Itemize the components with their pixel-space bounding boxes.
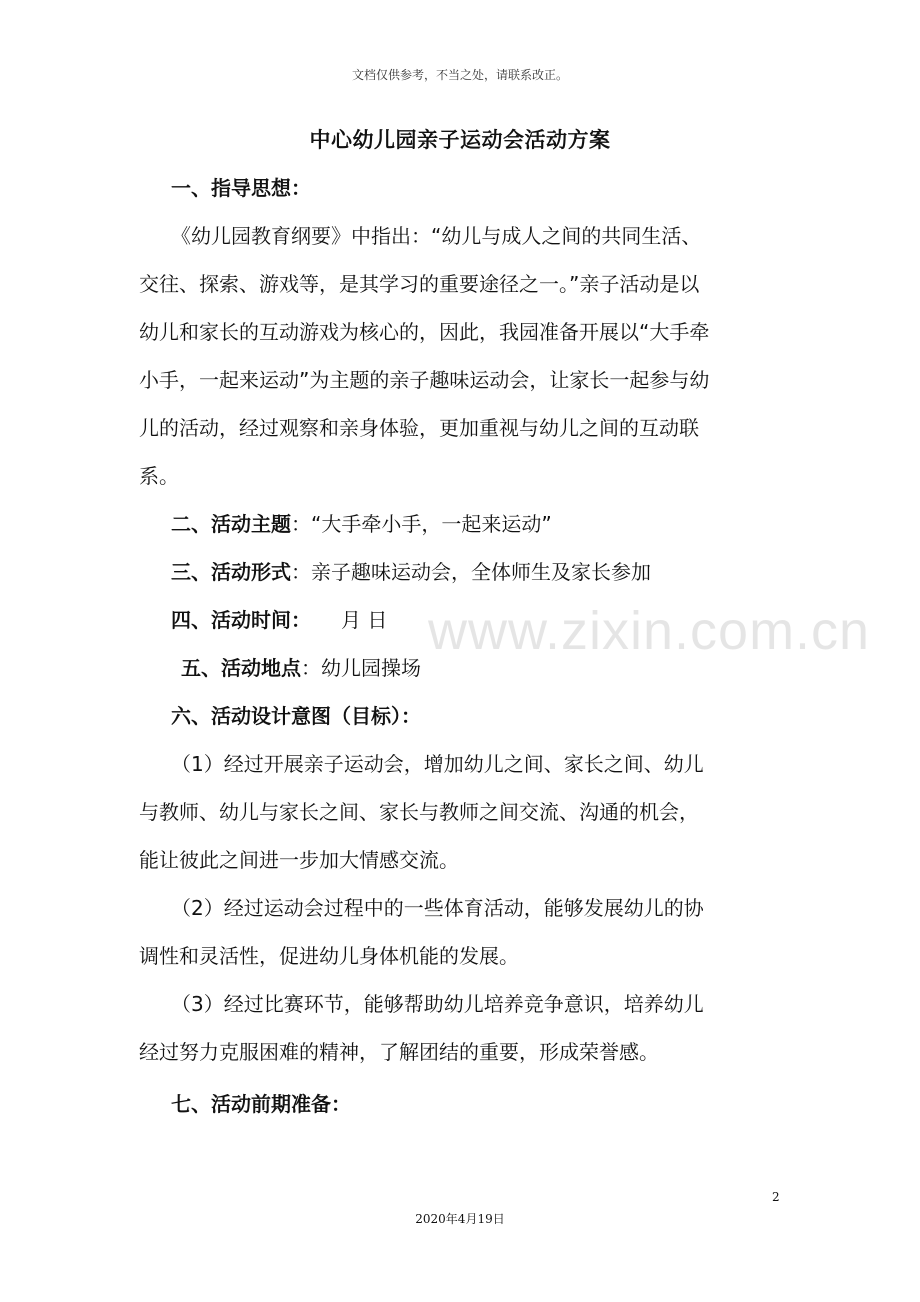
header-note: 文档仅供参考，不当之处，请联系改正。 [351,68,568,82]
page-number: 2 [772,1190,780,1204]
section-heading-form: 三、活动形式 [171,560,291,584]
activity-time-line [171,606,387,634]
objective-item-2-line: 调性和灵活性，促进幼儿身体机能的发展。 [139,944,519,968]
section-heading-location: 五、活动地点 [181,656,301,680]
objective-item-2-line: （2）经过运动会过程中的一些体育活动，能够发展幼儿的协 [171,896,704,920]
paragraph-line: 交往、探索、游戏等，是其学习的重要途径之一。”亲子活动是以 [139,272,700,296]
section-heading-guiding-thought: 一、指导思想： [171,176,311,200]
activity-location-value: ：幼儿园操场 [301,656,421,680]
section-heading-objectives: 六、活动设计意图（目标）： [171,704,421,728]
section-heading-preparation: 七、活动前期准备： [171,1092,351,1116]
document-title: 中心幼儿园亲子运动会活动方案 [309,128,611,152]
paragraph-line: 儿的活动，经过观察和亲身体验，更加重视与幼儿之间的互动联 [139,416,699,440]
activity-form-value: ：亲子趣味运动会，全体师生及家长参加 [291,560,651,584]
section-heading-theme: 二、活动主题 [171,512,291,536]
paragraph-line: 《幼儿园教育纲要》中指出：“幼儿与成人之间的共同生活、 [171,224,702,248]
objective-item-1-line: （1）经过开展亲子运动会，增加幼儿之间、家长之间、幼儿 [171,752,704,776]
activity-theme-value: ：“大手牵小手，一起来运动” [291,512,552,536]
watermark: www.zixin.com.cn [428,601,871,661]
activity-location-line [181,654,421,682]
objective-item-1-line: 能让彼此之间进一步加大情感交流。 [139,848,459,872]
paragraph-line: 幼儿和家长的互动游戏为核心的，因此，我园准备开展以“大手牵 [139,320,710,344]
objective-item-1-line: 与教师、幼儿与家长之间、家长与教师之间交流、沟通的机会， [139,800,699,824]
footer-date: 2020年4月19日 [415,1212,505,1226]
paragraph-line: 小手，一起来运动”为主题的亲子趣味运动会，让家长一起参与幼 [139,368,710,392]
activity-theme-line [171,510,552,538]
objective-item-3-line: 经过努力克服困难的精神，了解团结的重要，形成荣誉感。 [139,1040,659,1064]
section-heading-time: 四、活动时间： [171,608,311,632]
objective-item-3-line: （3）经过比赛环节，能够帮助幼儿培养竞争意识，培养幼儿 [171,992,704,1016]
paragraph-line: 系。 [139,464,179,488]
activity-time-value: 月 日 [341,608,388,632]
activity-form-line [171,558,651,586]
